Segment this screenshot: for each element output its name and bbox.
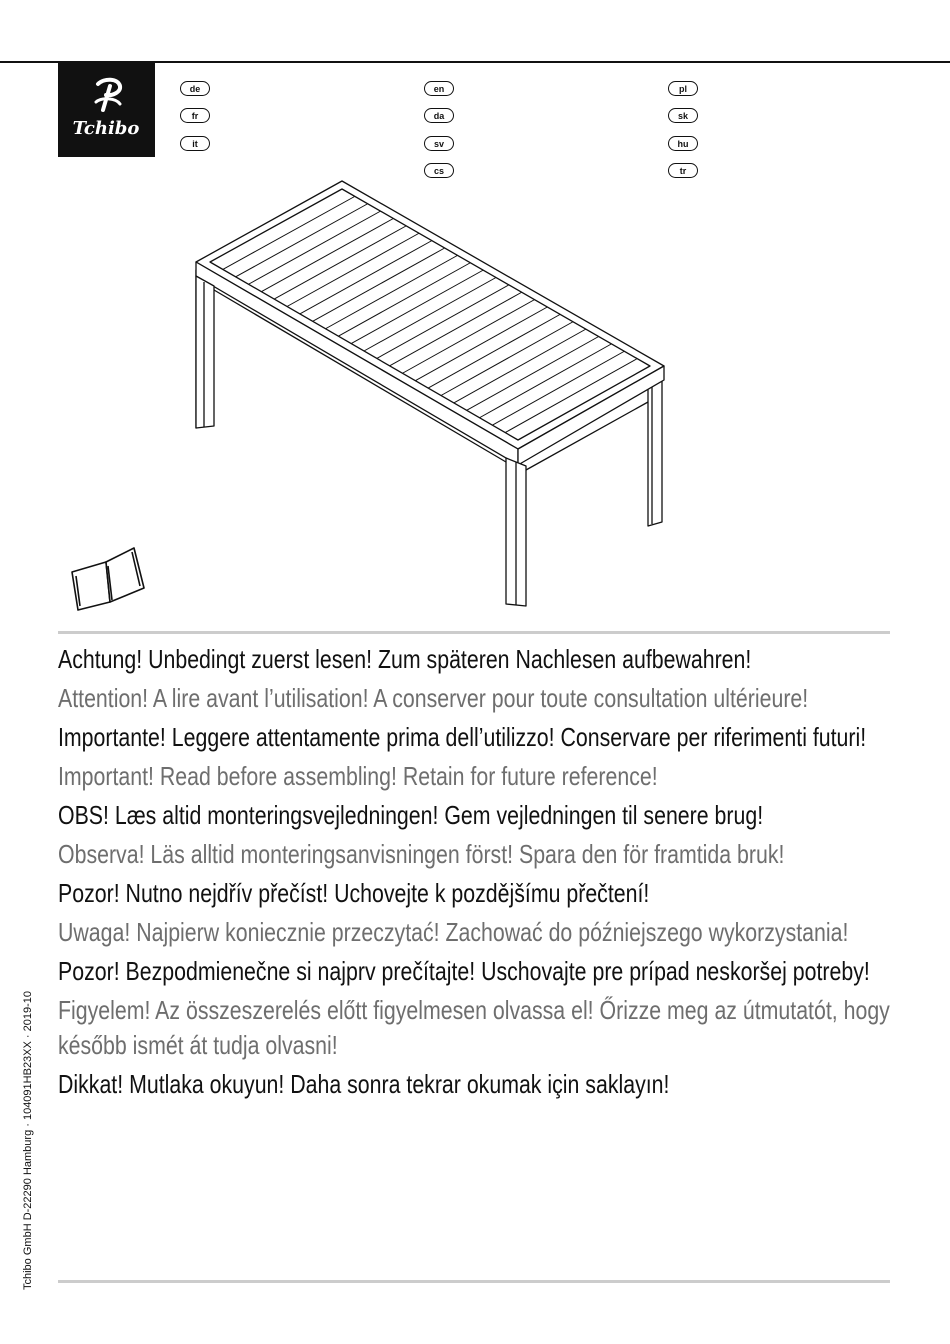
language-badge-it: it [180, 136, 210, 151]
warning-text: Pozor! Bezpodmienečne si najprv prečítajte! Uschovajte pre prípad neskoršej potreby! [58, 956, 870, 986]
language-badge-da: da [424, 108, 454, 123]
warning-text: Important! Read before assembling! Retain for future reference! [58, 761, 658, 791]
warning-text: Observa! Läs alltid monteringsanvisningen först! Spara den för framtida bruk! [58, 839, 785, 869]
language-badge-sv: sv [424, 136, 454, 151]
language-badge-cs: cs [424, 163, 454, 178]
warning-text: Dikkat! Mutlaka okuyun! Daha sonra tekrar okumak için saklayın! [58, 1069, 670, 1099]
safety-warnings [58, 642, 898, 1106]
language-badge-en: en [424, 81, 454, 96]
warning-text: Attention! A lire avant l’utilisation! A conserver pour toute consultation ultérieure! [58, 683, 809, 713]
warning-text: OBS! Læs altid monteringsvejledningen! Gem vejledningen til senere brug! [58, 800, 764, 830]
language-badge-pl: pl [668, 81, 698, 96]
divider-top [58, 631, 890, 634]
imprint-text: Tchibo GmbH D-22290 Hamburg · 104091HB23XX · 2019-10 [22, 991, 34, 1290]
language-badge-tr: tr [668, 163, 698, 178]
warning-text: Figyelem! Az összeszerelés előtt figyelmesen olvassa el! Őrizze meg az útmutatót, hogy később ismét át tudja olvasni! [58, 995, 890, 1060]
language-badge-sk: sk [668, 108, 698, 123]
language-badge-de: de [180, 81, 210, 96]
brand-wordmark: Tchibo [72, 118, 140, 139]
open-book-icon [66, 544, 150, 616]
warning-text: Uwaga! Najpierw koniecznie przeczytać! Zachować do późniejszego wykorzystania! [58, 917, 849, 947]
warning-text: Pozor! Nutno nejdřív přečíst! Uchovejte k pozdějšímu přečtení! [58, 878, 650, 908]
language-badge-fr: fr [180, 108, 210, 123]
table-illustration [0, 0, 950, 630]
warning-text: Importante! Leggere attentamente prima dell’utilizzo! Conservare per riferimenti futuri! [58, 722, 867, 752]
divider-bottom [58, 1280, 890, 1283]
language-badge-hu: hu [668, 136, 698, 151]
warning-text: Achtung! Unbedingt zuerst lesen! Zum späteren Nachlesen aufbewahren! [58, 644, 752, 674]
